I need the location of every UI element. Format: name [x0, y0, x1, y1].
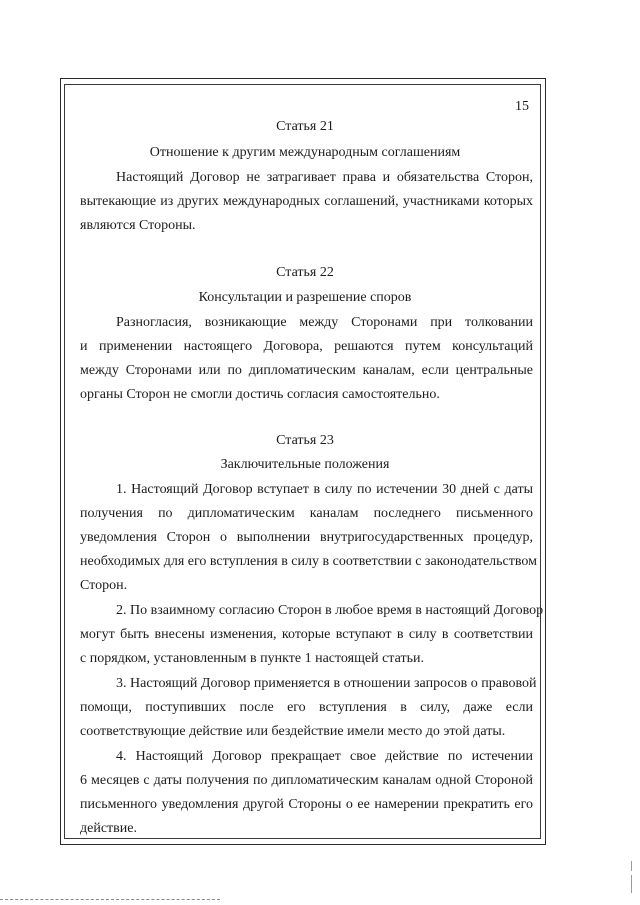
- article-23-text-line: 6 месяцев с даты получения по дипломатическим каналам одной Стороной: [80, 773, 533, 788]
- article-21-text-line: вытекающие из других международных соглашений, участниками которых: [80, 194, 533, 209]
- article-22-text-line: и применении настоящего Договора, решаются путем консультаций: [80, 339, 533, 354]
- article-22-text-line: органы Сторон не смогли достичь согласия самостоятельно.: [80, 387, 440, 402]
- article-23-text-line: письменного уведомления другой Стороны о ее намерении прекратить его: [80, 797, 533, 812]
- article-22-text-line: Разногласия, возникающие между Сторонами при толковании: [116, 315, 533, 330]
- article-22-heading: Статья 22: [276, 265, 334, 280]
- article-23-heading: Статья 23: [276, 433, 334, 448]
- article-21-title: Отношение к другим международным соглашениям: [149, 145, 461, 160]
- article-23-title: Заключительные положения: [220, 457, 390, 472]
- article-23-text-line: 3. Настоящий Договор применяется в отношении запросов о правовой: [116, 676, 537, 691]
- article-21-text-line: являются Стороны.: [80, 218, 196, 233]
- article-23-text-line: соответствующие действие или бездействие имели место до этой даты.: [80, 724, 506, 739]
- article-23-text-line: уведомления Сторон о выполнении внутригосударственных процедур,: [80, 530, 533, 545]
- article-23-text-line: помощи, поступивших после его вступления в силу, даже если: [80, 700, 533, 715]
- scan-edge-mark: [631, 861, 632, 871]
- article-23-text-line: действие.: [80, 821, 137, 836]
- article-23-text-line: 4. Настоящий Договор прекращает свое действие по истечении: [116, 749, 533, 764]
- article-23-text-line: Сторон.: [80, 578, 128, 593]
- article-23-text-line: необходимых для его вступления в силу в соответствии с законодательством: [80, 554, 537, 569]
- article-21-heading: Статья 21: [276, 119, 334, 134]
- article-23-text-line: 1. Настоящий Договор вступает в силу по истечении 30 дней с даты: [116, 482, 533, 497]
- article-21-text-line: Настоящий Договор не затрагивает права и обязательства Сторон,: [116, 170, 533, 185]
- article-23-text-line: могут быть внесены изменения, которые вступают в силу в соответствии: [80, 627, 533, 642]
- page-number: 15: [515, 99, 529, 114]
- article-23-text-line: с порядком, установленным в пункте 1 настоящей статьи.: [80, 651, 424, 666]
- article-22-text-line: между Сторонами или по дипломатическим каналам, если центральные: [80, 363, 533, 378]
- scan-edge-line: [0, 899, 220, 900]
- article-23-text-line: 2. По взаимному согласию Сторон в любое время в настоящий Договор: [116, 603, 544, 618]
- article-23-text-line: получения по дипломатическим каналам последнего письменного: [80, 506, 533, 521]
- scan-edge-mark: [631, 875, 632, 893]
- article-22-title: Консультации и разрешение споров: [198, 290, 412, 305]
